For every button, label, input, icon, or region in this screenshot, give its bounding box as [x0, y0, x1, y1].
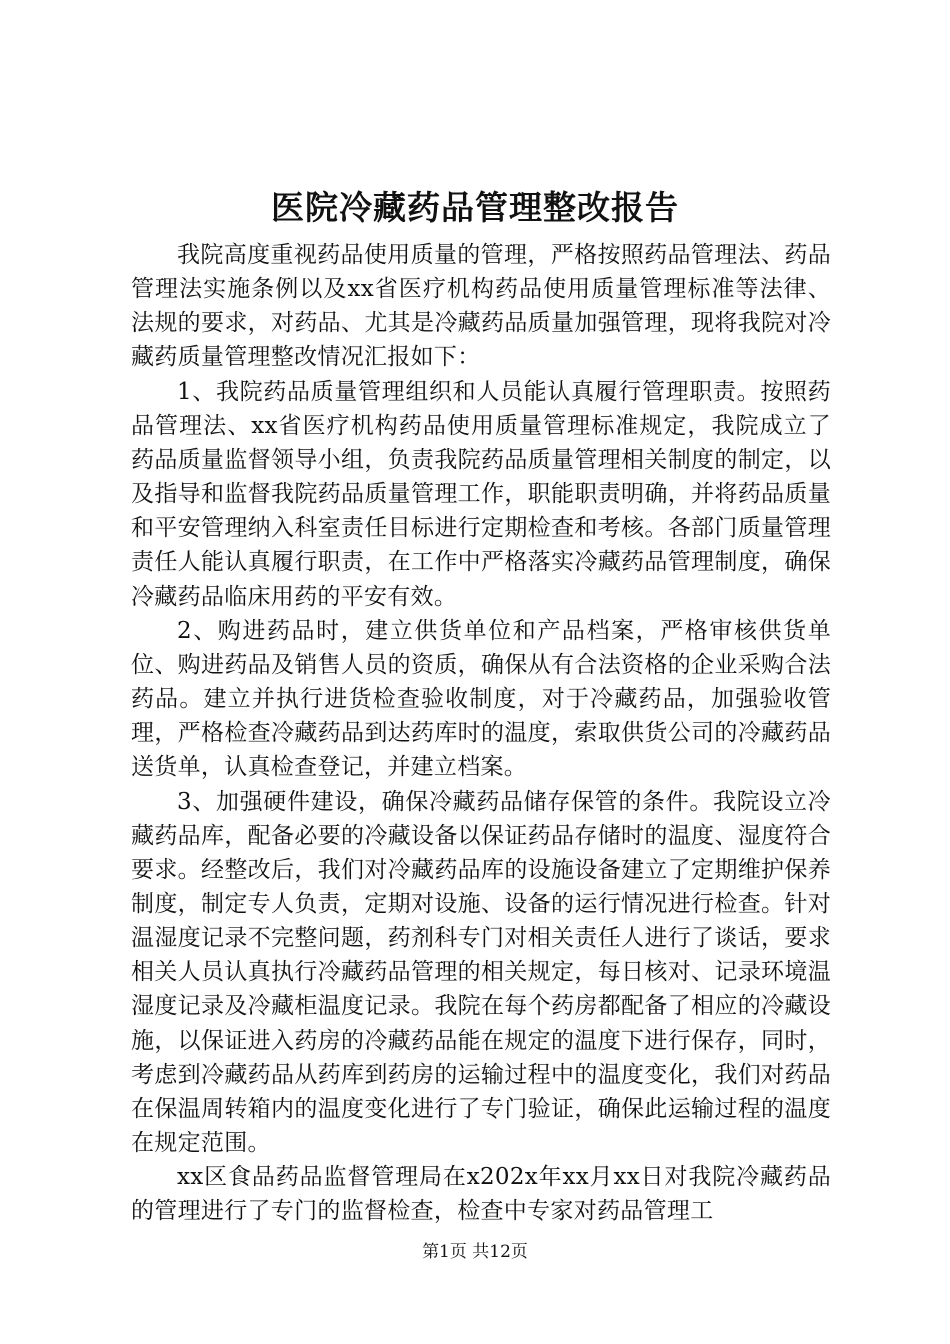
paragraph-intro: 我院高度重视药品使用质量的管理，严格按照药品管理法、药品管理法实施条例以及xx省医疗机构药品使用质量管理标准等法律、法规的要求，对药品、尤其是冷藏药品质量加强管理，现将我院对冷藏药质量管理整改情况汇报如下： — [131, 242, 831, 371]
paragraph-item-1: 1、我院药品质量管理组织和人员能认真履行管理职责。按照药品管理法、xx省医疗机构药品使用质量管理标准规定，我院成立了药品质量监督领导小组，负责我院药品质量管理相关制度的制定，以及指导和监督我院药品质量管理工作，职能职责明确，并将药品质量和平安管理纳入科室责任目标进行定期检查和考核。各部门质量管理责任人能认真履行职责，在工作中严格落实冷藏药品管理制度，确保冷藏药品临床用药的平安有效。 — [131, 378, 831, 610]
document-body — [131, 238, 831, 1229]
document-title: 医院冷藏药品管理整改报告 — [271, 188, 679, 227]
paragraph-inspection: xx区食品药品监督管理局在x202x年xx月xx日对我院冷藏药品的管理进行了专门的监督检查，检查中专家对药品管理工 — [131, 1164, 831, 1225]
paragraph-item-3: 3、加强硬件建设，确保冷藏药品储存保管的条件。我院设立冷藏药品库，配备必要的冷藏设备以保证药品存储时的温度、湿度符合要求。经整改后，我们对冷藏药品库的设施设备建立了定期维护保养制度，制定专人负责，定期对设施、设备的运行情况进行检查。针对温湿度记录不完整问题，药剂科专门对相关责任人进行了谈话，要求相关人员认真执行冷藏药品管理的相关规定，每日核对、记录环境温湿度记录及冷藏柜温度记录。我院在每个药房都配备了相应的冷藏设施，以保证进入药房的冷藏药品能在规定的温度下进行保存，同时，考虑到冷藏药品从药库到药房的运输过程中的温度变化，我们对药品在保温周转箱内的温度变化进行了专门验证，确保此运输过程的温度在规定范围。 — [131, 788, 831, 1157]
paragraph-item-2: 2、购进药品时，建立供货单位和产品档案，严格审核供货单位、购进药品及销售人员的资质，确保从有合法资格的企业采购合法药品。建立并执行进货检查验收制度，对于冷藏药品，加强验收管理，严格检查冷藏药品到达药库时的温度，索取供货公司的冷藏药品送货单，认真检查登记，并建立档案。 — [131, 617, 831, 781]
page-number-footer: 第1页 共12页 — [422, 1242, 528, 1262]
